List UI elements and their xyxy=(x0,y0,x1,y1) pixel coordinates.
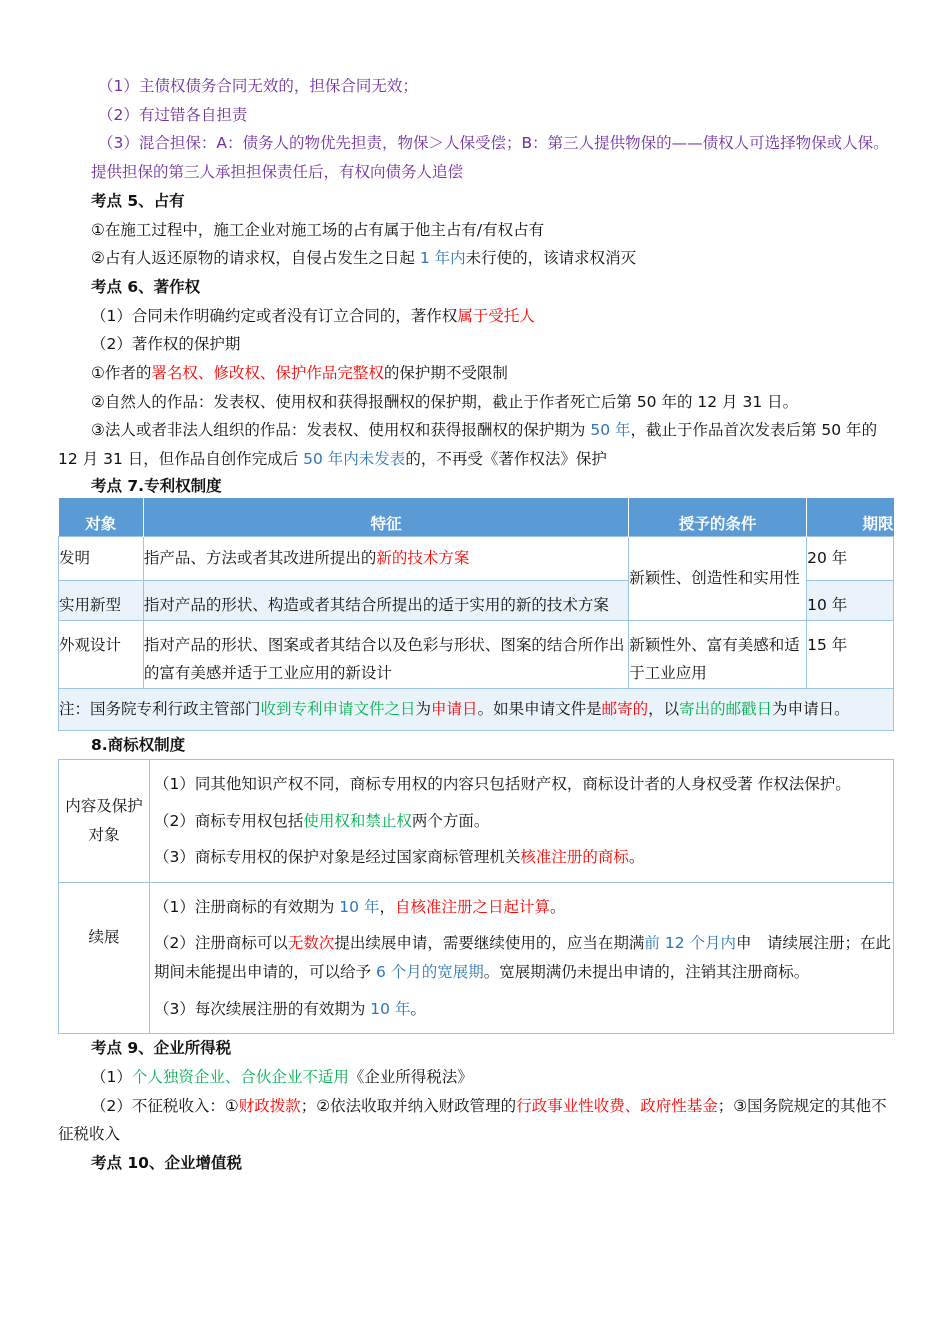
text-run: （3）混合担保：A：债务人的物优先担责，物保＞人保受偿；B：第三人提供物保的——债权人可选择物保或人保。 xyxy=(98,134,889,153)
text-run: 属于受托人 xyxy=(457,306,535,325)
row-feature xyxy=(143,620,628,688)
copyright-item-2 xyxy=(58,330,894,359)
text-run: 注：国务院专利行政主管部门 xyxy=(59,699,261,718)
copyright-sub-3 xyxy=(58,416,894,473)
patent-table xyxy=(58,498,894,731)
text-run: 提供担保的第三人承担担保责任后，有权向债务人追偿 xyxy=(91,163,464,182)
trademark-item xyxy=(154,803,893,840)
section-label: 内容及保护对象 xyxy=(59,760,150,883)
row-feature xyxy=(143,580,628,620)
possession-item-1 xyxy=(58,216,894,245)
text-run: 为 xyxy=(415,699,432,718)
trademark-item xyxy=(154,929,893,986)
text-run: 。 xyxy=(549,897,566,916)
copyright-sub-2 xyxy=(58,388,894,417)
text-run: ， xyxy=(379,897,395,916)
text-run: 寄出的邮戳日 xyxy=(679,699,773,718)
copyright-item-1 xyxy=(58,302,894,331)
patent-note xyxy=(59,688,894,730)
text-run: （2）有过错各自担责 xyxy=(98,105,248,124)
row-feature xyxy=(143,536,628,580)
text-run: 指对产品的形状、构造或者其结合所提出的适于实用的新的技术方案 xyxy=(143,595,609,614)
text-run: （2）注册商标可以 xyxy=(154,934,288,953)
table-row xyxy=(59,620,894,688)
text-run: ②占有人返还原物的请求权，自侵占发生之日起 xyxy=(91,249,420,268)
text-run: 的，不再受《著作权法》保护 xyxy=(405,450,607,469)
text-run: 。宽展期满仍未提出申请的，注销其注册商标。 xyxy=(483,963,810,982)
table-row xyxy=(59,882,894,1033)
trademark-item xyxy=(154,766,893,803)
text-run: ①作者的 xyxy=(91,364,152,383)
text-run: 考点 9、企业所得税 xyxy=(91,1039,232,1058)
text-run: （1）同其他知识产权不同，商标专用权的内容只包括财产权，商标设计者的人身权受著 作权法保护。 xyxy=(154,775,851,794)
note-row xyxy=(59,688,894,730)
row-object: 发明 xyxy=(59,536,144,580)
text-run: 行政事业性收费、政府性基金 xyxy=(516,1096,718,1115)
text-run: 考点 6、著作权 xyxy=(91,277,201,296)
header-term: 期限 xyxy=(807,498,894,537)
text-run: 《企业所得税法》 xyxy=(348,1067,473,1086)
text-run: 。 xyxy=(410,999,426,1018)
text-run: （1）注册商标的有效期为 xyxy=(154,897,340,916)
text-run: （1）主债权债务合同无效的，担保合同无效； xyxy=(98,77,418,95)
text-run: （1） xyxy=(91,1067,132,1086)
row-object: 实用新型 xyxy=(59,580,144,620)
text-run: 考点 5、占有 xyxy=(91,191,185,210)
tax-item-2 xyxy=(58,1092,894,1149)
guarantee-item-3 xyxy=(58,129,894,158)
guarantee-item-2 xyxy=(58,101,894,130)
tax-item-1 xyxy=(58,1063,894,1092)
text-run: 。 xyxy=(628,848,645,867)
trademark-item xyxy=(154,839,893,876)
text-run: 的保护期不受限制 xyxy=(383,364,508,383)
guarantee-item-1 xyxy=(58,72,894,101)
row-term: 20 年 xyxy=(807,536,894,580)
text-run: 个人独资企业、合伙企业不适用 xyxy=(131,1067,349,1086)
possession-item-2 xyxy=(58,244,894,273)
trademark-item xyxy=(154,991,893,1028)
text-run: 未行使的，该请求权消灭 xyxy=(465,249,637,268)
text-run: 为申请日。 xyxy=(772,699,850,718)
text-run: 新的技术方案 xyxy=(376,548,470,567)
text-run: （1）合同未作明确约定或者没有订立合同的，著作权 xyxy=(91,306,458,325)
trademark-table xyxy=(58,759,894,1034)
text-run: ，以 xyxy=(648,699,680,718)
header-condition: 授予的条件 xyxy=(629,498,807,537)
text-run: 50 年 xyxy=(590,421,631,440)
text-run: 两个方面。 xyxy=(411,811,490,830)
patent-table-header xyxy=(59,498,894,537)
text-run: ②自然人的作品：发表权、使用权和获得报酬权的保护期，截止于作者死亡后第 50 年的 12 月 31 日。 xyxy=(91,392,799,411)
row-condition: 新颖性外、富有美感和适于工业应用 xyxy=(629,620,807,688)
text-run: 核准注册的商标 xyxy=(520,848,629,867)
section-content xyxy=(150,882,894,1033)
row-term: 15 年 xyxy=(807,620,894,688)
text-run: 指产品、方法或者其改进所提出的 xyxy=(143,548,377,567)
heading-point-10 xyxy=(58,1149,894,1178)
text-run: （2）商标专用权包括 xyxy=(154,811,304,830)
text-run: （2）不征税收入：① xyxy=(91,1096,239,1115)
text-run: （3）每次续展注册的有效期为 xyxy=(154,999,371,1018)
text-run: 申请日 xyxy=(431,699,478,718)
text-run: 1 年内 xyxy=(419,249,466,268)
text-run: 考点 10、企业增值税 xyxy=(91,1154,242,1173)
text-run: 邮寄的 xyxy=(601,699,649,718)
text-run: ①在施工过程中，施工企业对施工场的占有属于他主占有/有权占有 xyxy=(91,220,545,239)
text-run: （3）商标专用权的保护对象是经过国家商标管理机关 xyxy=(154,848,521,867)
heading-point-5 xyxy=(58,187,894,216)
text-run: 使用权和禁止权 xyxy=(303,811,412,830)
header-object: 对象 xyxy=(59,498,144,537)
text-run: （2）著作权的保护期 xyxy=(91,335,241,354)
text-run: 。如果申请文件是 xyxy=(477,699,602,718)
text-run: 无数次 xyxy=(287,934,335,953)
text-run: 50 年内未发表 xyxy=(303,450,406,469)
table-row xyxy=(59,536,894,580)
document-content xyxy=(58,72,894,1178)
text-run: ；②依法收取并纳入财政管理的 xyxy=(300,1096,517,1115)
text-run: ，截止于作品首次发表后第 50 年的 12 月 31 日，但作品自创作完成后 xyxy=(58,421,878,469)
row-object: 外观设计 xyxy=(59,620,144,688)
text-run: 10 年 xyxy=(370,999,411,1018)
section-label: 续展 xyxy=(59,882,150,1033)
text-run: 前 12 个月内 xyxy=(644,934,736,953)
guarantee-recourse xyxy=(58,158,894,187)
text-run: 自核准注册之日起计算 xyxy=(394,897,550,916)
text-run: 8.商标权制度 xyxy=(91,735,186,754)
text-run: 收到专利申请文件之日 xyxy=(260,699,416,718)
heading-point-6 xyxy=(58,273,894,302)
header-feature: 特征 xyxy=(143,498,628,537)
trademark-item xyxy=(154,889,893,926)
section-content xyxy=(150,760,894,883)
text-run: ③法人或者非法人组织的作品：发表权、使用权和获得报酬权的保护期为 xyxy=(91,421,591,440)
copyright-sub-1 xyxy=(58,359,894,388)
heading-point-7 xyxy=(58,474,894,498)
heading-point-8 xyxy=(58,731,894,760)
text-run: 财政拨款 xyxy=(238,1096,301,1115)
table-row xyxy=(59,760,894,883)
text-run: 6 个月的宽展期 xyxy=(375,963,484,982)
text-run: 指对产品的形状、图案或者其结合以及色彩与形状、图案的结合所作出的富有美感并适于工业应用的新设计 xyxy=(143,635,625,683)
text-run: 提出续展申请，需要继续使用的，应当在期满 xyxy=(334,934,645,953)
row-term: 10 年 xyxy=(807,580,894,620)
shared-condition: 新颖性、创造性和实用性 xyxy=(629,536,807,620)
text-run: 考点 7.专利权制度 xyxy=(91,476,222,495)
text-run: 署名权、修改权、保护作品完整权 xyxy=(151,364,384,383)
heading-point-9 xyxy=(58,1034,894,1063)
text-run: 10 年 xyxy=(339,897,380,916)
text-run: ；③国务院规定的其他不征税收入 xyxy=(58,1096,887,1144)
text-run: 申 请续展注册；在此期间未能提出申请的，可以给予 xyxy=(154,934,891,982)
